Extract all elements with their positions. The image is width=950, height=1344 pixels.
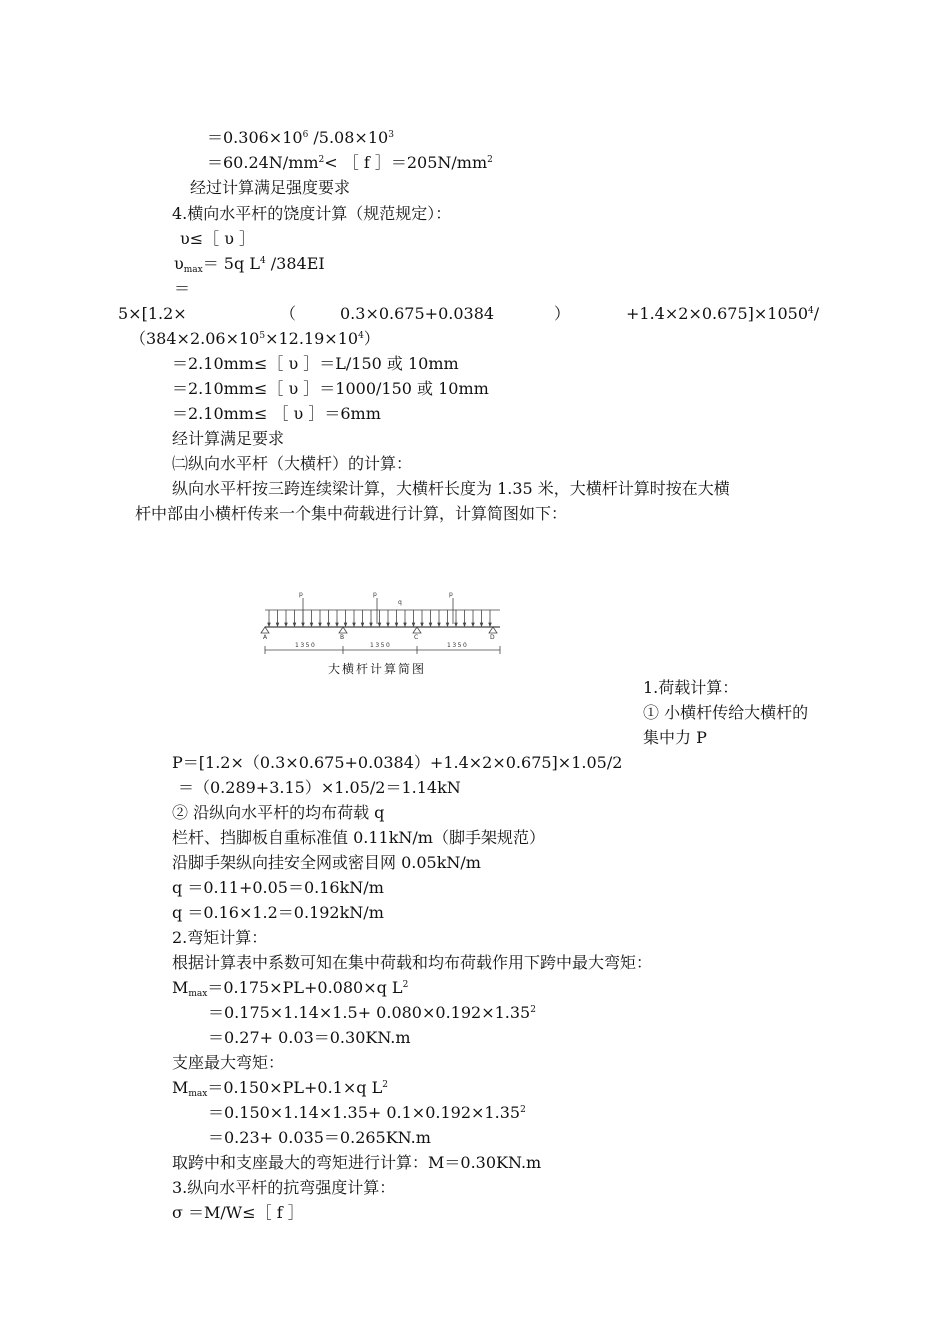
paragraph-line: 杆中部由小横杆传来一个集中荷载进行计算，计算简图如下：	[135, 504, 568, 523]
section-heading: 4.横向水平杆的饶度计算（规范规定）：	[172, 204, 452, 223]
formula-line: $=0.306\times 10^6$ $/5.08\times 10^3$	[207, 128, 394, 147]
formula-line: ＝0.27+ 0.03＝0.30KN.m	[208, 1028, 411, 1047]
formula-line: $=0.175\times 1.14\times 1.5+ 0.080\times 0.192\times 1.35^2$	[208, 1003, 536, 1022]
figure-caption: 大横杆计算简图	[328, 662, 427, 676]
load-label-p: p	[449, 591, 453, 598]
paragraph-line: 根据计算表中系数可知在集中荷载和均布荷载作用下跨中最大弯矩：	[172, 953, 653, 972]
formula-line: $M_{max}=0.150\times PL+0.1\times q$ $L^2$	[172, 1078, 388, 1099]
formula-line: $=60.24N/mm^2<$ ［ f $]=205N/mm^2$	[207, 153, 493, 172]
support-label: A	[263, 634, 268, 641]
formula-line: υ≤［ υ ］	[180, 229, 256, 248]
formula-line: ＝2.10mm≤ ［ υ ］＝6mm	[172, 404, 381, 423]
text-line: 取跨中和支座最大的弯矩进行计算：M＝0.30KN.m	[172, 1153, 542, 1172]
formula-line: $M_{max}=0.175\times PL+0.080\times q$ $L^2$	[172, 978, 409, 999]
load-label-q: q	[398, 599, 402, 606]
formula-line: $(384\times 2.06\times 10^5\times 12.19\times 10^4)$	[130, 329, 380, 348]
formula-line: P＝[1.2×（0.3×0.675+0.0384）+1.4×2×0.675]×1.05/2	[172, 753, 623, 772]
formula-line: ＝0.23+ 0.035＝0.265KN.m	[208, 1128, 431, 1147]
load-label-p: p	[373, 591, 377, 598]
formula-line: ＝（0.289+3.15）×1.05/2＝1.14kN	[178, 778, 461, 797]
text-line: 沿脚手架纵向挂安全网或密目网 0.05kN/m	[172, 853, 481, 872]
text-line: 经计算满足要求	[172, 429, 285, 448]
formula-line: q ＝0.16×1.2＝0.192kN/m	[172, 903, 384, 922]
text-line: 栏杆、挡脚板自重标准值 0.11kN/m（脚手架规范）	[172, 828, 545, 847]
formula-line: ＝2.10mm≤［ υ ］＝1000/150 或 10mm	[172, 379, 489, 398]
formula-line: 5×[1.2× （ 0.3×0.675+0.0384 ） $+1.4\times 2\times 0.675]\times 1050^4/$	[118, 304, 820, 323]
paragraph-line: 纵向水平杆按三跨连续梁计算，大横杆长度为 1.35 米，大横杆计算时按在大横	[172, 479, 730, 498]
section-heading: 2.弯矩计算：	[172, 928, 268, 947]
formula-line: ＝2.10mm≤［ υ ］＝L/150 或 10mm	[172, 354, 459, 373]
support-label: B	[340, 634, 345, 641]
span-length: 1350	[295, 642, 317, 649]
text-line: 支座最大弯矩：	[172, 1053, 285, 1072]
formula-line: $\upsilon_{max}= 5q$ $L^4$ /384EI	[174, 254, 325, 275]
load-label-p: p	[299, 591, 303, 598]
span-length: 1350	[370, 642, 392, 649]
section-heading: 3.纵向水平杆的抗弯强度计算：	[172, 1178, 396, 1197]
support-label: C	[414, 634, 419, 641]
section-heading: 1.荷载计算：	[643, 678, 739, 697]
beam-calculation-diagram	[255, 588, 515, 658]
formula-line: $=0.150\times 1.14\times 1.35+ 0.1\times 0.192\times 1.35^2$	[208, 1103, 526, 1122]
text-line: 经过计算满足强度要求	[190, 178, 351, 197]
text-line: ② 沿纵向水平杆的均布荷载 q	[172, 803, 385, 822]
text-line: ① 小横杆传给大横杆的	[643, 703, 809, 722]
section-heading: ㈡纵向水平杆（大横杆）的计算：	[172, 454, 413, 473]
text-line: 集中力 P	[643, 728, 707, 747]
formula-line: q ＝0.11+0.05＝0.16kN/m	[172, 878, 384, 897]
support-label: D	[490, 634, 495, 641]
span-length: 1350	[447, 642, 469, 649]
formula-line: ＝	[174, 279, 191, 298]
formula-line: σ ＝M/W≤［ f ］	[172, 1203, 304, 1222]
